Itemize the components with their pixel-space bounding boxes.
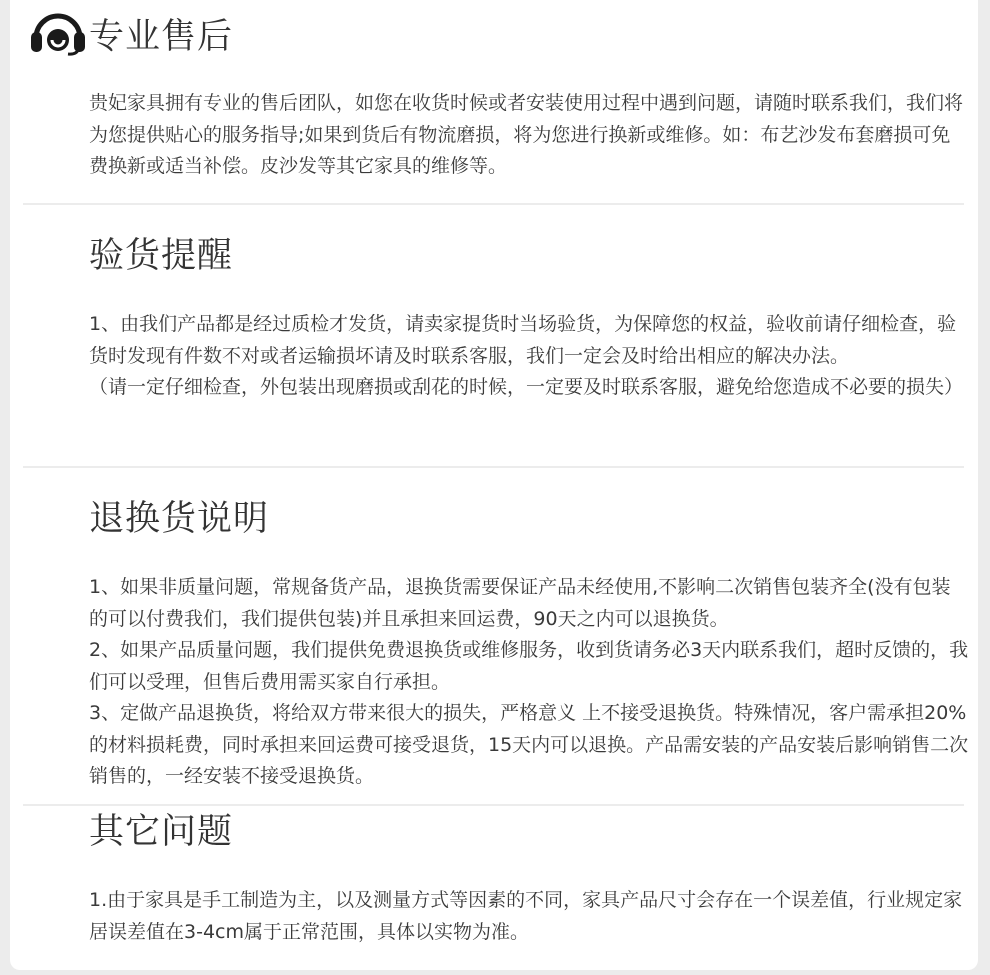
divider — [23, 203, 964, 205]
divider — [23, 466, 964, 468]
section-body — [89, 309, 969, 404]
paragraph: 1、由我们产品都是经过质检才发货，请卖家提货时当场验货，为保障您的权益，验收前请仔细检查，验货时发现有件数不对或者运输损坏请及时联系客服，我们一定会及时给出相应的解决办法。 — [89, 313, 957, 367]
section-title: 退换货说明 — [89, 499, 270, 539]
section-body — [89, 885, 969, 948]
paragraph: 2、如果产品质量问题，我们提供免费退换货或维修服务，收到货请务必3天内联系我们，超时反馈的，我们可以受理，但售后费用需买家自行承担。 — [89, 639, 969, 693]
paragraph: 贵妃家具拥有专业的售后团队，如您在收货时候或者安装使用过程中遇到问题，请随时联系我们，我们将为您提供贴心的服务指导;如果到货后有物流磨损，将为您进行换新或维修。如：布艺沙发布套磨损可免费换新或适当补偿。皮沙发等其它家具的维修等。 — [89, 92, 964, 177]
paragraph: 1、如果非质量问题，常规备货产品，退换货需要保证产品未经使用,不影响二次销售包装齐全(没有包装的可以付费我们，我们提供包装)并且承担来回运费，90天之内可以退换货。 — [89, 576, 951, 630]
section-body — [89, 88, 969, 183]
section-title: 验货提醒 — [89, 236, 234, 276]
paragraph: （请一定仔细检查，外包装出现磨损或刮花的时候，一定要及时联系客服，避免给您造成不必要的损失） — [89, 376, 964, 398]
section-body — [89, 572, 969, 793]
section-title: 专业售后 — [89, 17, 234, 57]
paragraph: 1.由于家具是手工制造为主，以及测量方式等因素的不同，家具产品尺寸会存在一个误差值，行业规定家居误差值在3-4cm属于正常范围，具体以实物为准。 — [89, 889, 963, 943]
headset-icon — [30, 12, 86, 56]
content-card — [10, 0, 978, 970]
section-title: 其它问题 — [89, 812, 234, 852]
paragraph: 3、定做产品退换货，将给双方带来很大的损失，严格意义 上不接受退换货。特殊情况，客户需承担20%的材料损耗费，同时承担来回运费可接受退货，15天内可以退换。产品需安装的产品安装后影响销售二次销售的，一经安装不接受退换货。 — [89, 702, 969, 787]
divider — [23, 804, 964, 806]
